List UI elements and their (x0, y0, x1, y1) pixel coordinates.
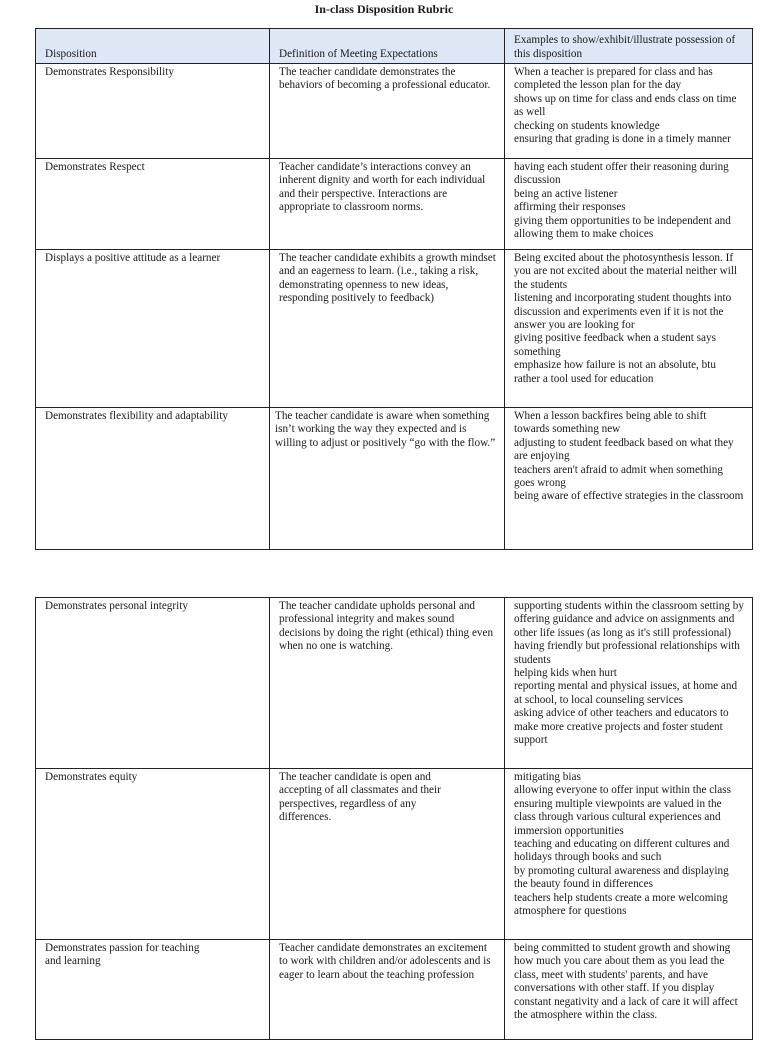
example-item: ensuring that grading is done in a timely manner (514, 133, 731, 146)
example-item: teachers aren't afraid to admit when something goes wrong (514, 463, 723, 490)
definition-cell: The teacher candidate is open and accepting of all classmates and their perspectives, regardless of any differences. (270, 769, 505, 940)
table-row (36, 940, 753, 1040)
examples-cell (505, 769, 753, 940)
table-row (36, 769, 753, 940)
example-item: being an active listener (514, 187, 618, 200)
definition-cell: The teacher candidate upholds personal and professional integrity and makes sound decisions by doing the right (ethical) thing even when no one is watching. (270, 598, 505, 769)
disposition-cell: Demonstrates Responsibility (36, 64, 270, 159)
table-row (36, 408, 753, 550)
example-item: asking advice of other teachers and educators to make more creative projects and foster student support (514, 707, 729, 747)
example-item: giving them opportunities to be independent and allowing them to make choices (514, 214, 731, 241)
examples-cell (505, 408, 753, 550)
rubric-table-1 (35, 28, 753, 550)
examples-cell (505, 159, 753, 250)
definition-cell: Teacher candidate demonstrates an excitement to work with children and/or adolescents and is eager to learn about the teaching profession (270, 940, 505, 1040)
example-item: allowing everyone to offer input within the class (514, 784, 731, 797)
examples-cell (505, 598, 753, 769)
definition-cell: Teacher candidate’s interactions convey an inherent dignity and worth for each individual and their perspective. Interactions are appropriate to classroom norms. (270, 159, 505, 250)
example-item: Being excited about the photosynthesis lesson. If you are not excited about the material neither will the students (514, 252, 738, 291)
example-item: being committed to student growth and showing how much you care about them as you lead the class, meet with students' parents, and have conversations with other staff. If you display constant negativity and a lack of care it will affect the atmosphere within the class. (514, 942, 738, 1022)
disposition-cell: Demonstrates Respect (36, 159, 270, 250)
definition-cell: The teacher candidate exhibits a growth mindset and an eagerness to learn. (i.e., taking a risk, demonstrating openness to new ideas, responding positively to feedback) (270, 250, 505, 408)
example-item: reporting mental and physical issues, at home and at school, to local counseling services (514, 680, 738, 706)
example-item: having friendly but professional relationships with students (514, 640, 740, 666)
example-item: checking on students knowledge (514, 119, 660, 132)
definition-cell: The teacher candidate demonstrates the behaviors of becoming a professional educator. (270, 64, 505, 159)
example-item: having each student offer their reasoning during discussion (514, 161, 729, 187)
example-item: When a lesson backfires being able to shift towards something new (514, 410, 707, 436)
example-item: helping kids when hurt (514, 667, 617, 680)
example-item: supporting students within the classroom setting by offering guidance and advice on assignments and other life issues (as long as it's still professional) (514, 600, 744, 639)
example-item: shows up on time for class and ends class on time as well (514, 92, 737, 119)
table-row (36, 598, 753, 769)
disposition-cell: Demonstrates personal integrity (36, 598, 270, 769)
example-item: affirming their responses (514, 201, 626, 214)
example-item: ensuring multiple viewpoints are valued in the class through various cultural experiences and immersion opportunities (514, 797, 722, 837)
rubric-table-2 (35, 597, 753, 1040)
example-item: adjusting to student feedback based on what they are enjoying (514, 436, 734, 463)
disposition-cell: Demonstrates equity (36, 769, 270, 940)
header-definition: Definition of Meeting Expectations (270, 29, 505, 64)
example-item: emphasize how failure is not an absolute, btu rather a tool used for education (514, 359, 716, 385)
disposition-cell: Demonstrates flexibility and adaptability (36, 408, 270, 550)
example-item: giving positive feedback when a student says something (514, 332, 716, 358)
example-item: When a teacher is prepared for class and has completed the lesson plan for the day (514, 66, 713, 92)
disposition-cell: Demonstrates passion for teaching and learning (36, 940, 270, 1040)
document-title: In-class Disposition Rubric (314, 2, 454, 16)
example-item: listening and incorporating student thoughts into discussion and experiments even if it is not the answer you are looking for (514, 292, 732, 332)
example-item: mitigating bias (514, 771, 581, 783)
table-header-row (36, 29, 753, 64)
examples-cell (505, 940, 753, 1040)
example-item: by promoting cultural awareness and displaying the beauty found in differences (514, 864, 729, 891)
header-disposition: Disposition (36, 29, 270, 64)
disposition-cell: Displays a positive attitude as a learner (36, 250, 270, 408)
table-row (36, 250, 753, 408)
definition-cell: The teacher candidate is aware when something isn’t working the way they expected and is willing to adjust or positively “go with the flow.” (270, 408, 505, 550)
examples-cell (505, 250, 753, 408)
example-item: teaching and educating on different cultures and holidays through books and such (514, 838, 730, 864)
example-item: teachers help students create a more welcoming atmosphere for questions (514, 891, 728, 918)
example-item: being aware of effective strategies in the classroom (514, 490, 744, 503)
header-examples: Examples to show/exhibit/illustrate possession of this disposition (505, 29, 753, 64)
table-row (36, 64, 753, 159)
table-row (36, 159, 753, 250)
examples-cell (505, 64, 753, 159)
